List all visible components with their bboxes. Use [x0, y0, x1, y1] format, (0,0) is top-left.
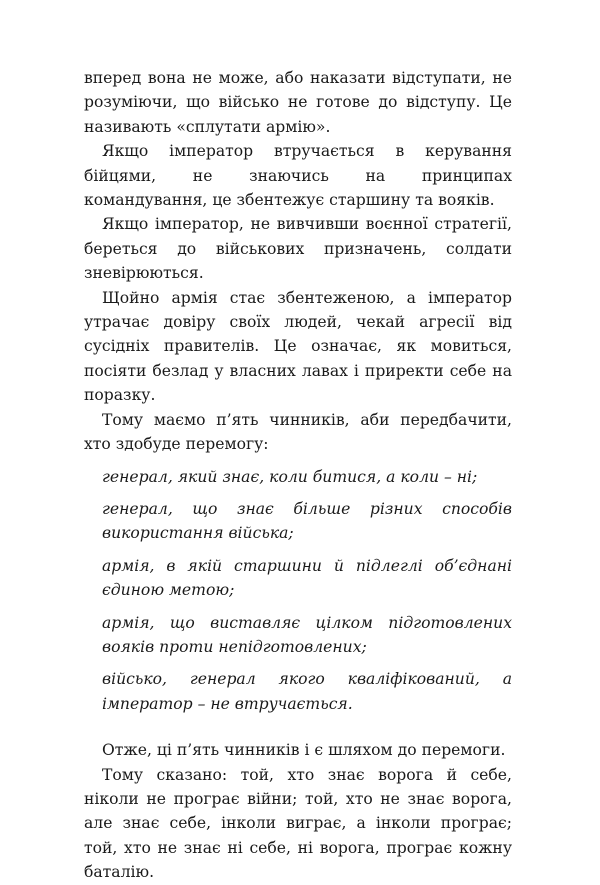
list-item: генерал, що знає більше різних способів використання війська; [102, 499, 512, 543]
paragraph-emperor-interference: Якщо імператор втручається в керування бійцями, не знаючись на принципах командування, це збентежує старшину та вояків. [84, 142, 512, 210]
list-item: армія, в якій старшини й підлеглі об’єднані єдиною метою; [102, 556, 512, 600]
list-item: армія, що виставляє цілком підготовлених вояків проти непідготовлених; [102, 613, 512, 656]
page-text [84, 66, 512, 885]
paragraph-emperor-appointments: Якщо імператор, не вивчивши воєнної стратегії, береться до військових призначень, солдати зневірюються. [84, 215, 512, 283]
five-factors-list [84, 465, 512, 717]
list-item: генерал, який знає, коли битися, а коли – ні; [102, 467, 478, 486]
paragraph-army-confused: Щойно армія стає збентеженою, а імператор утрачає довіру своїх людей, чекай агресії від сусідніх правителів. Це означає, як мовиться, посіяти безлад у власних лавах і приректи себе на поразку. [84, 288, 512, 405]
paragraph-know-enemy: Тому сказано: той, хто знає ворога й себе, ніколи не програє війни; той, хто не знає ворога, але знає себе, інколи виграє, а інколи програє; той, хто не знає ні себе, ні ворога, програє кожну баталію. [84, 765, 512, 882]
paragraph-path-to-victory: Отже, ці п’ять чинників і є шляхом до перемоги. [102, 741, 506, 760]
paragraph-continuation: вперед вона не може, або наказати відступати, не розуміючи, що військо не готове до відступу. Це називають «сплутати армію». [84, 69, 512, 136]
list-item: військо, генерал якого кваліфікований, а імператор – не втручається. [102, 670, 512, 713]
paragraph-five-factors-intro: Тому маємо п’ять чинників, аби передбачити, хто здобуде перемогу: [84, 410, 512, 454]
